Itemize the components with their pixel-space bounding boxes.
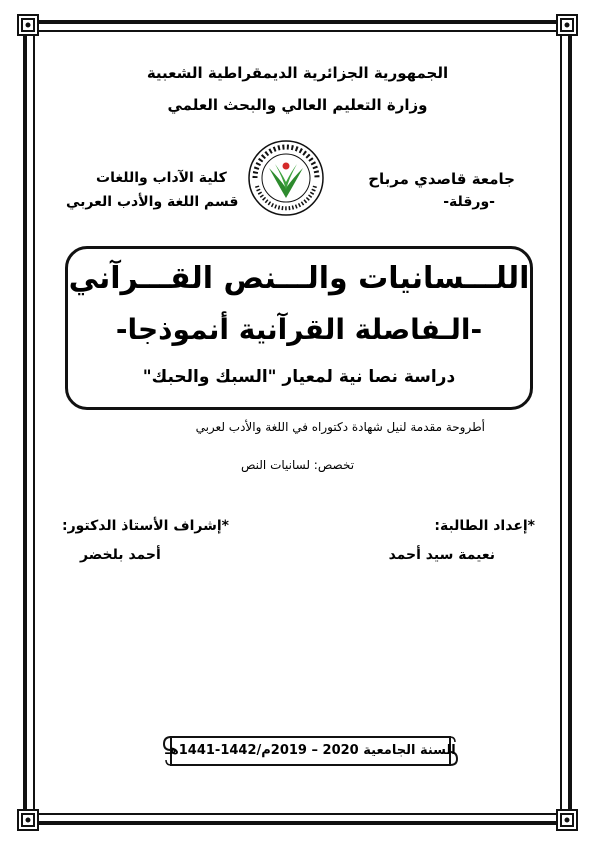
faculty-name: كلية الآداب واللغات	[96, 170, 227, 186]
thesis-title-sub: -الـفاصلة القرآنية أنموذجا-	[115, 313, 483, 346]
corner-ornament-top-right	[556, 14, 578, 36]
academic-year: السنة الجامعية 2020 – 2019م/1442-1441هـ	[165, 743, 456, 758]
ministry-heading: وزارة التعليم العالي والبحث العلمي	[167, 96, 428, 114]
department-name: قسم اللغة والأدب العربي	[66, 194, 239, 210]
supervisor-label: *إشراف الأستاذ الدكتور:	[62, 518, 229, 534]
university-city: -ورقلة-	[443, 194, 495, 210]
thesis-title-main: اللـــسانيات والـــنص القـــرآني	[68, 261, 530, 296]
academic-year-scroll	[163, 734, 458, 768]
specialty: تخصص: لسانيات النص	[240, 458, 355, 472]
prepared-by-label: *إعداد الطالبة:	[434, 518, 535, 534]
supervisor-name: أحمد بلخضر	[80, 547, 161, 563]
university-name: جامعة قاصدي مرباح	[368, 170, 515, 188]
student-name: نعيمة سيد أحمد	[388, 547, 495, 563]
corner-ornament-bottom-left	[17, 809, 39, 831]
corner-ornament-top-left	[17, 14, 39, 36]
republic-heading: الجمهورية الجزائرية الديمقراطية الشعبية	[146, 64, 449, 82]
university-logo	[247, 138, 325, 220]
thesis-title-study: دراسة نصا نية لمعيار "السبك والحبك"	[142, 367, 456, 387]
thesis-note: أطروحة مقدمة لنيل شهادة دكتوراه في اللغة والأدب لعربي	[195, 420, 485, 434]
title-box	[65, 246, 533, 410]
corner-ornament-bottom-right	[556, 809, 578, 831]
